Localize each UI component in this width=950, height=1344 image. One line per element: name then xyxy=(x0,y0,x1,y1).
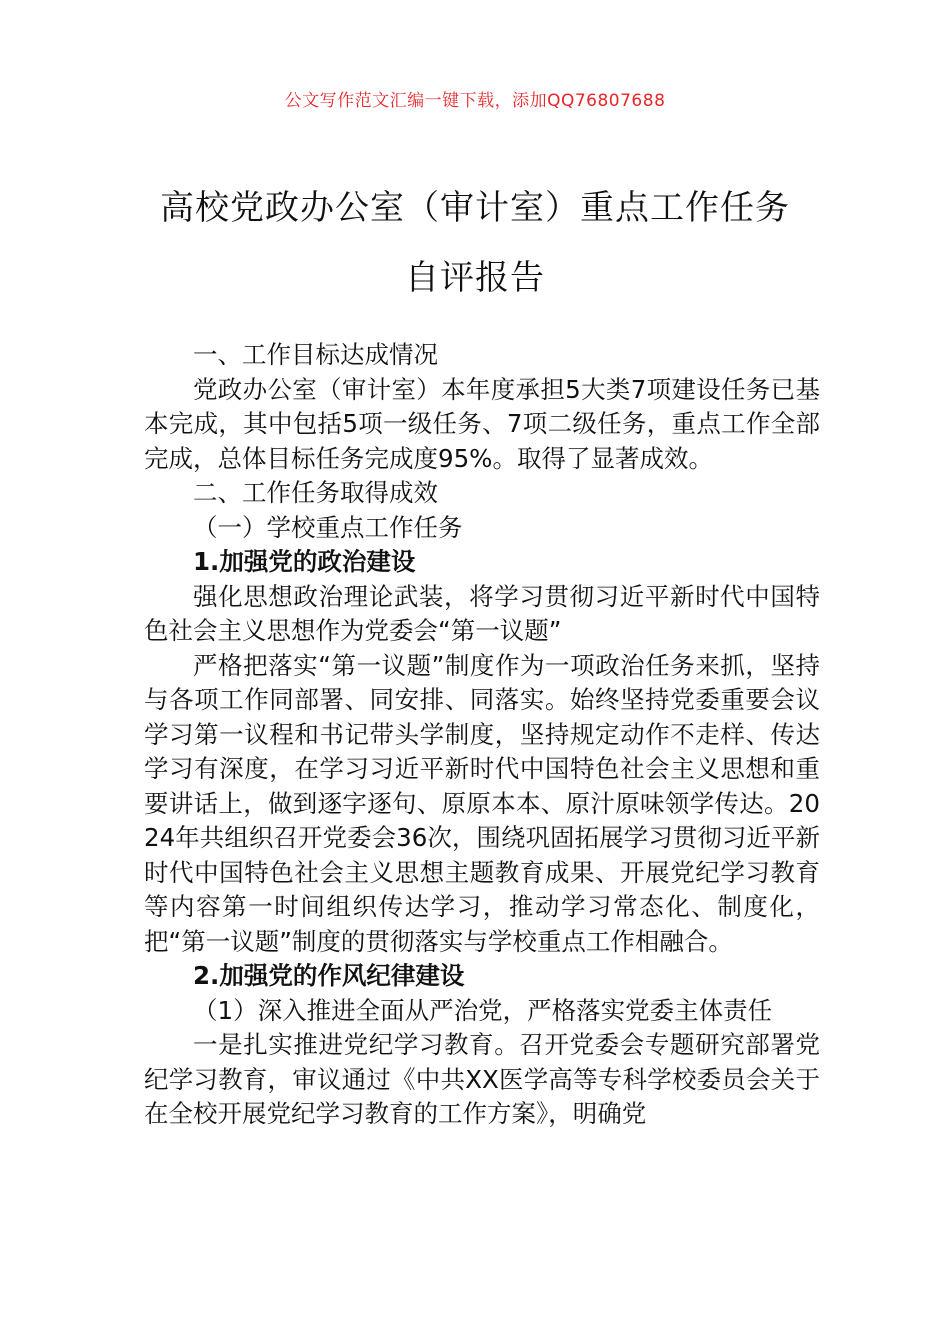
report-title-line-2: 自评报告 xyxy=(405,258,545,298)
political-theory-paragraph: 强化思想政治理论武装，将学习贯彻习近平新时代中国特色社会主义思想作为党委会“第一议题” xyxy=(144,581,820,645)
report-body xyxy=(144,338,820,1132)
goals-paragraph: 党政办公室（审计室）本年度承担5大类7项建设任务已基本完成，其中包括5项一级任务、7项二级任务，重点工作全部完成，总体目标任务完成度95%。取得了显著成效。 xyxy=(144,374,820,473)
first-topic-system-paragraph: 严格把落实“第一议题”制度作为一项政治任务来抓，坚持与各项工作同部署、同安排、同落实。始终坚持党委重要会议学习第一议程和书记带头学制度，坚持规定动作不走样、传达学习有深度，在学习习近平新时代中国特色社会主义思想和重要讲话上，做到逐字逐句、原原本本、原汁原味领学传达。2024年共组织召开党委会36次，围绕巩固拓展学习贯彻习近平新时代中国特色社会主义思想主题教育成果、开展党纪学习教育等内容第一时间组织传达学习，推动学习常态化、制度化，把“第一议题”制度的贯彻落实与学校重点工作相融合。 xyxy=(144,650,820,956)
section-heading-results: 二、工作任务取得成效 xyxy=(193,478,438,507)
report-title-line-1: 高校党政办公室（审计室）重点工作任务 xyxy=(160,188,790,228)
discipline-education-paragraph: 一是扎实推进党纪学习教育。召开党委会专题研究部署党纪学习教育，审议通过《中共XX医学高等专科学校委员会关于在全校开展党纪学习教育的工作方案》，明确党 xyxy=(144,1030,820,1128)
download-promo-note: 公文写作范文汇编一键下载，添加QQ76807688 xyxy=(284,91,666,111)
item-heading-discipline-building: 2.加强党的作风纪律建设 xyxy=(193,961,465,990)
section-heading-goals: 一、工作目标达成情况 xyxy=(193,340,438,369)
item-heading-political-building: 1.加强党的政治建设 xyxy=(193,547,416,576)
strict-governance-heading: （1）深入推进全面从严治党，严格落实党委主体责任 xyxy=(193,995,773,1025)
subsection-heading-key-tasks: （一）学校重点工作任务 xyxy=(193,512,463,542)
